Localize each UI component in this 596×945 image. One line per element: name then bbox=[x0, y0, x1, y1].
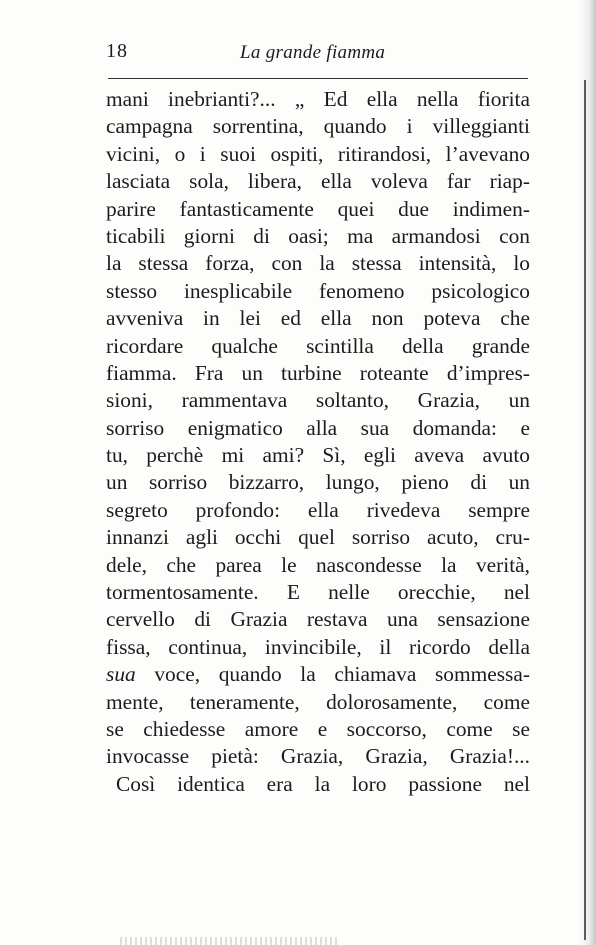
text-line: campagna sorrentina, quando i villeggianti bbox=[106, 114, 530, 139]
text-line: lasciata sola, libera, ella voleva far riap- bbox=[106, 169, 530, 194]
body-text bbox=[106, 86, 530, 798]
italic-word: sua bbox=[106, 662, 136, 687]
text-line: sioni, rammentava soltanto, Grazia, un bbox=[106, 388, 530, 413]
text-line: la stessa forza, con la stessa intensità, lo bbox=[106, 251, 530, 276]
text-line: dele, che parea le nascondesse la verità, bbox=[106, 552, 530, 577]
text-line: innanzi agli occhi quel sorriso acuto, cru- bbox=[106, 525, 530, 550]
text-line: un sorriso bizzarro, lungo, pieno di un bbox=[106, 470, 530, 495]
page-number: 18 bbox=[106, 40, 128, 62]
header-rule bbox=[108, 78, 528, 79]
text-line-with-italic bbox=[106, 661, 530, 688]
text-line: ricordare qualche scintilla della grande bbox=[106, 333, 530, 358]
text-line-remainder: voce, quando la chiamava sommessa- bbox=[154, 662, 531, 687]
text-line: mente, teneramente, dolorosamente, come bbox=[106, 689, 530, 714]
text-line: segreto profondo: ella rivedeva sempre bbox=[106, 497, 530, 522]
text-line: cervello di Grazia restava una sensazione bbox=[106, 607, 530, 632]
text-line: stesso inesplicabile fenomeno psicologico bbox=[106, 278, 530, 303]
binding-edge-line bbox=[584, 80, 586, 940]
text-line: se chiedesse amore e soccorso, come se bbox=[106, 716, 530, 741]
text-line: parire fantasticamente quei due indimen- bbox=[106, 196, 530, 221]
text-line: mani inebrianti?... „ Ed ella nella fiorita bbox=[106, 87, 530, 111]
running-title: La grande fiamma bbox=[240, 42, 386, 63]
text-line: sorriso enigmatico alla sua domanda: e bbox=[106, 415, 530, 440]
page-edge-shadow bbox=[578, 0, 596, 945]
text-line: tormentosamente. E nelle orecchie, nel bbox=[106, 580, 530, 605]
text-line: Così identica era la loro passione nel bbox=[116, 771, 530, 796]
text-line: tu, perchè mi ami? Sì, egli aveva avuto bbox=[106, 443, 530, 468]
text-line: fissa, continua, invincibile, il ricordo della bbox=[106, 634, 530, 659]
text-line: invocasse pietà: Grazia, Grazia, Grazia!... bbox=[106, 744, 530, 769]
text-line: fiamma. Fra un turbine roteante d’impres- bbox=[106, 360, 530, 385]
scan-noise bbox=[120, 937, 340, 945]
text-line: avveniva in lei ed ella non poteva che bbox=[106, 306, 530, 331]
text-line: ticabili giorni di oasi; ma armandosi con bbox=[106, 223, 530, 248]
page-header bbox=[106, 40, 526, 70]
text-line: vicini, o i suoi ospiti, ritirandosi, l’avevano bbox=[106, 141, 530, 166]
